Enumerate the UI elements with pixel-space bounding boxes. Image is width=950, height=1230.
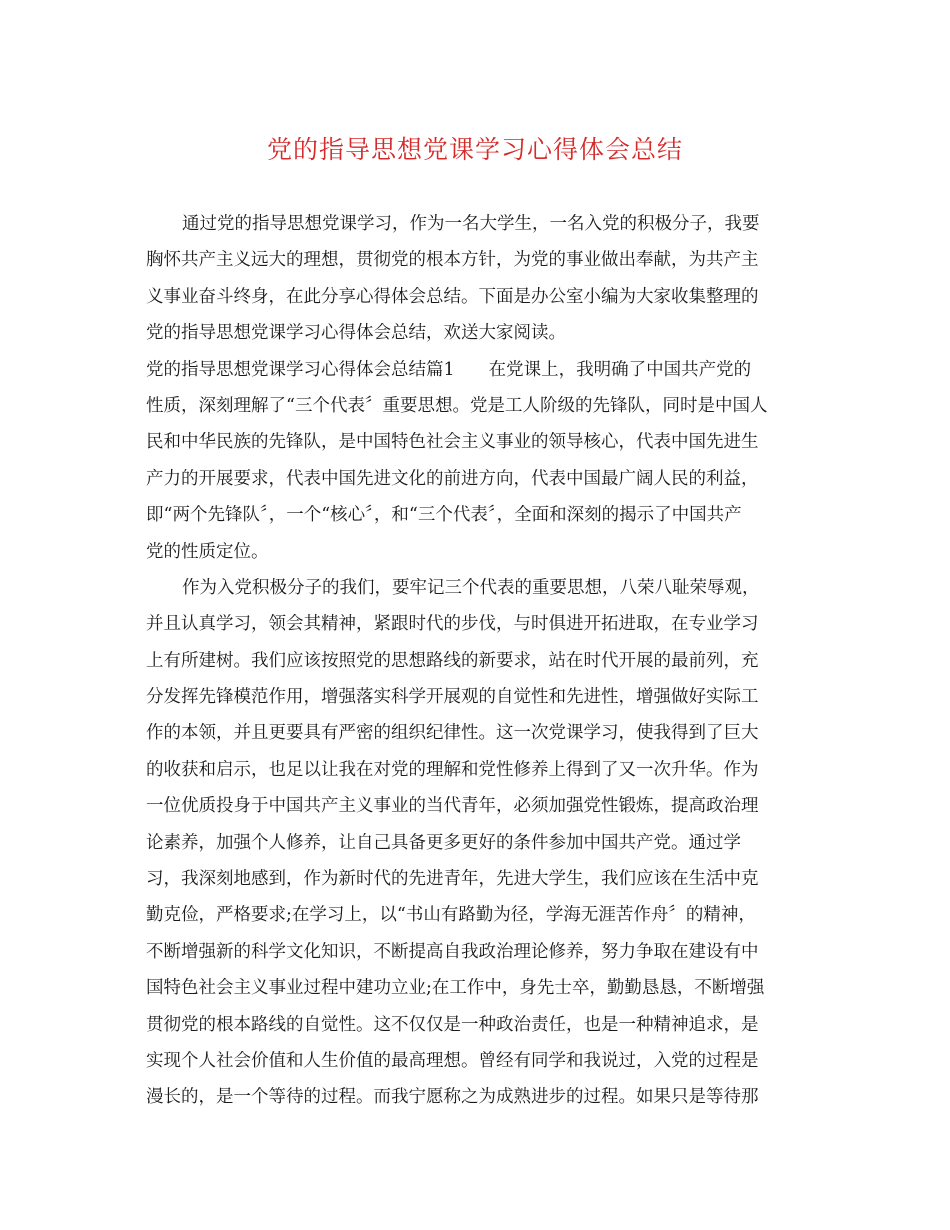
section-heading-line [146,352,810,388]
paragraph-line: 在党课上，我明确了中国共产党的 [488,359,752,380]
paragraph-line: 勤克俭，严格要求;在学习上，以“书山有路勤为径，学海无涯苦作舟〞的精神， [146,905,756,926]
paragraph-line: 民和中华民族的先锋队，是中国特色社会主义事业的领导核心，代表中国先进生 [146,432,759,453]
paragraph-line: 胸怀共产主义远大的理想，贯彻党的根本方针，为党的事业做出奉献，为共产主 [146,250,759,271]
document-body [146,206,810,1152]
paragraph-line: 不断增强新的科学文化知识，不断提高自我政治理论修养，努力争取在建设有中 [146,941,759,962]
paragraph-line: 习，我深刻地感到，作为新时代的先进青年，先进大学生，我们应该在生活中克 [146,869,759,890]
paragraph-line: 通过党的指导思想党课学习，作为一名大学生，一名入党的积极分子，我要 [182,214,760,234]
paragraph-line: 实现个人社会价值和人生价值的最高理想。曾经有同学和我说过，入党的过程是 [146,1050,759,1071]
paragraph-line: 国特色社会主义事业过程中建功立业;在工作中，身先士卒，勤勤恳恳，不断增强 [146,978,765,999]
paragraph-line [146,1116,810,1152]
paragraph-line: 党的性质定位。 [146,541,269,562]
paragraph-line: 产力的开展要求，代表中国先进文化的前进方向，代表中国最广阔人民的利益， [146,468,759,489]
section-heading: 党的指导思想党课学习心得体会总结篇1 [146,359,455,380]
paragraph-line: 一位优质投身于中国共产主义事业的当代青年，必须加强党性锻炼，提高政治理 [146,796,759,817]
paragraph-line: 性质，深刻理解了“三个代表〞重要思想。党是工人阶级的先锋队，同时是中国人 [146,395,768,416]
paragraph-line: 义事业奋斗终身，在此分享心得体会总结。下面是办公室小编为大家收集整理的 [146,286,759,307]
paragraph-line: 分发挥先锋模范作用，增强落实科学开展观的自觉性和先进性，增强做好实际工 [146,687,759,708]
paragraph-line: 贯彻党的根本路线的自觉性。这不仅仅是一种政治责任，也是一种精神追求，是 [146,1014,759,1035]
paragraph-line: 作为入党积极分子的我们，要牢记三个代表的重要思想，八荣八耻荣辱观， [182,577,760,598]
paragraph-line: 党的指导思想党课学习心得体会总结，欢送大家阅读。 [146,323,566,344]
document-title: 党的指导思想党课学习心得体会总结 [266,135,683,164]
paragraph-line: 上有所建树。我们应该按照党的思想路线的新要求，站在时代开展的最前列，充 [146,650,759,671]
paragraph-line: 论素养，加强个人修养，让自己具备更多更好的条件参加中国共产党。通过学 [146,832,741,853]
paragraph-line: 漫长的，是一个等待的过程。而我宁愿称之为成熟进步的过程。如果只是等待那 [146,1087,759,1108]
paragraph-line: 并且认真学习，领会其精神，紧跟时代的步伐，与时俱进开拓进取，在专业学习 [146,614,759,635]
paragraph-line: 即“两个先锋队〞，一个“核心〞，和“三个代表〞，全面和深刻的揭示了中国共产 [146,505,742,526]
paragraph-line: 的收获和启示，也足以让我在对党的理解和党性修养上得到了又一次升华。作为 [146,759,759,780]
paragraph-line: 作的本领，并且更要具有严密的组织纪律性。这一次党课学习，使我得到了巨大 [146,723,759,744]
